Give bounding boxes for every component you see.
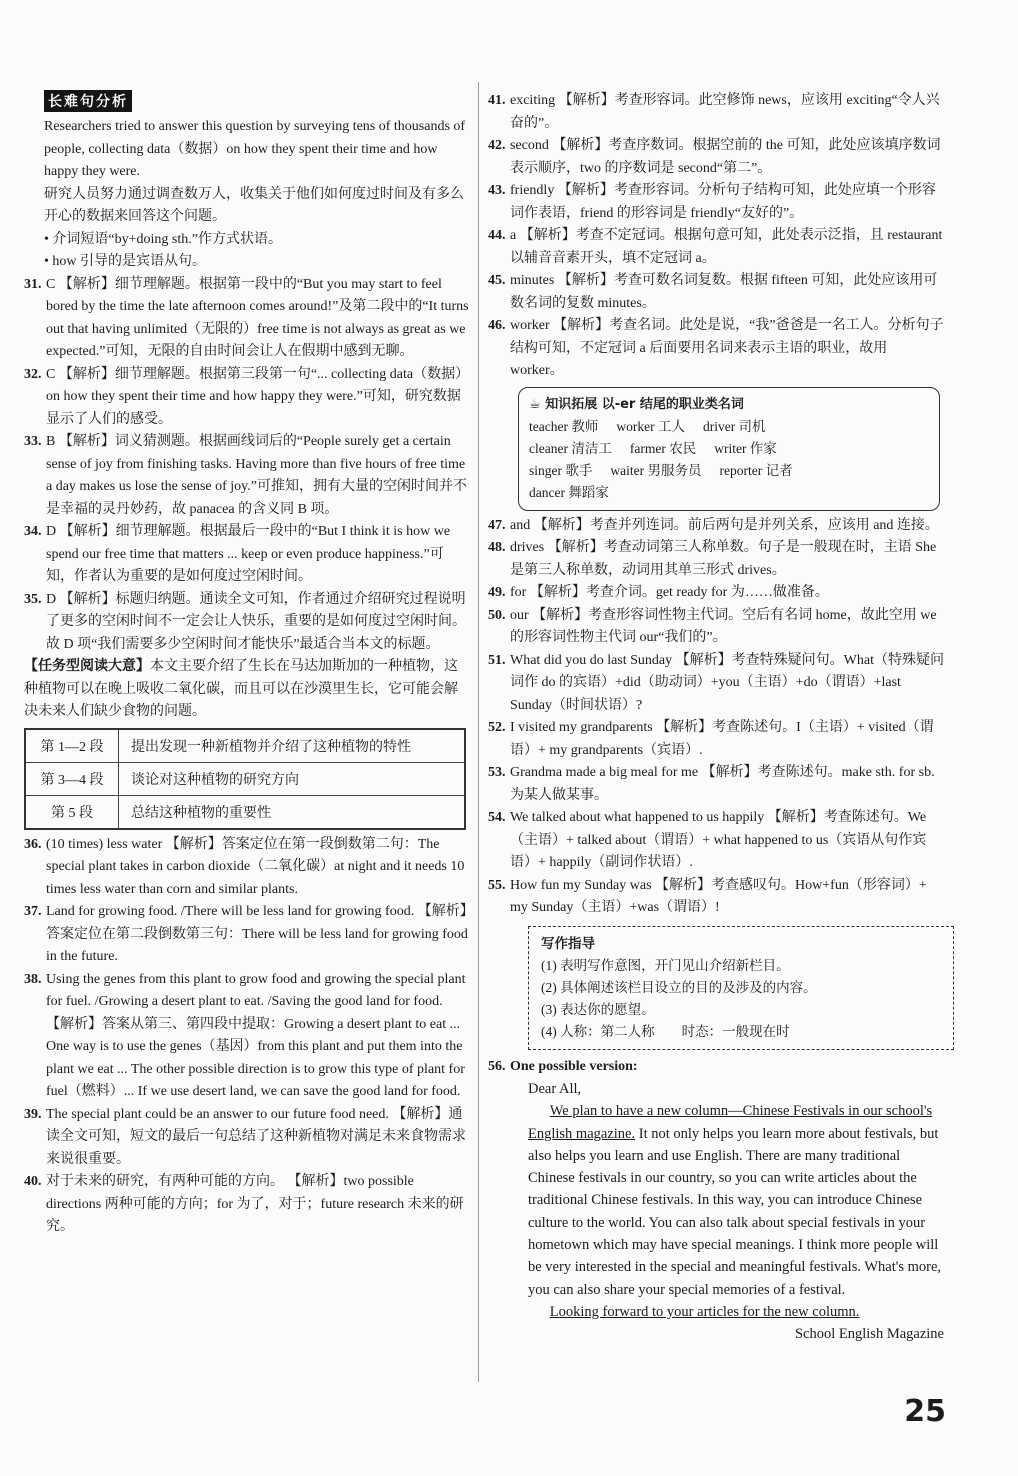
answer-item: 31. C 【解析】细节理解题。根据第一段中的“But you may start to feel bored by the time the late afternoon comes around!”及第二段中的“It turns out that having unlimited（无限的）free time is not always as great as we expected.”可知，无限的自由时间会让人在假期中感到无聊。 xyxy=(24,276,469,359)
answer-item: 35. D 【解析】标题归纳题。通读全文可知，作者通过介绍研究过程说明了更多的空闲时间不一定会让人快乐，重要的是如何度过空闲时间。故 D 项“我们需要多少空闲时间才能快乐”最适合当本文的标题。 xyxy=(24,591,466,652)
answer-item: 49. for 【解析】考查介词。get ready for 为……做准备。 xyxy=(488,585,829,600)
list-item: cleaner 清洁工 farmer 农民 writer 作家 xyxy=(529,440,777,456)
answer-list-3 xyxy=(488,90,944,383)
answer-item: 54. We talked about what happened to us happily 【解析】考查陈述句。We（主语）+ talked about（谓语）+ what happened to us（宾语从句作宾语）+ happily（副词作状语）. xyxy=(488,810,927,870)
answer-item: 36. (10 times) less water 【解析】答案定位在第一段倒数第二句：The special plant takes in carbon dioxide（二氧化碳）at night and it needs 10 times less water than corn and similar plants. xyxy=(24,836,465,897)
answer-item: 38. Using the genes from this plant to grow food and growing the special plant for fuel. /Growing a desert plant to eat. /Saving the good land for food. 【解析】答案从第三、第四段中提取：Growing a desert plant to eat ... One way is to use the genes（基因）from this plant and put them into the plant we eat ... The other possible direction is to grow this type of plant for fuel（燃料）... If we use desert land, we can save the good land for food. xyxy=(24,971,466,1099)
long-sentence-note: • how 引导的是宾语从句。 xyxy=(44,254,207,269)
writing-guide-box xyxy=(528,926,954,1050)
list-item: dancer 舞蹈家 xyxy=(529,484,609,500)
column-divider xyxy=(478,82,479,1382)
writing-guide-title: 写作指导 xyxy=(541,935,595,952)
answer-list-4 xyxy=(488,515,944,920)
answer-item: 46. worker 【解析】考查名词。此处是说，“我”爸爸是一名工人。分析句子结构可知，不定冠词 a 后面要用名词来表示主语的职业，故用 worker。 xyxy=(488,318,944,378)
answer-item: 44. a 【解析】考查不定冠词。根据句意可知，此处表示泛指，且 restaurant 以辅音音素开头，填不定冠词 a。 xyxy=(488,228,943,266)
answer-item: 50. our 【解析】考查形容词性物主代词。空后有名词 home，故此空用 we 的形容词性物主代词 our“我们的”。 xyxy=(488,607,937,645)
list-item: (1) 表明写作意图，开门见山介绍新栏目。 xyxy=(541,957,790,973)
answer-item: 34. D 【解析】细节理解题。根据最后一段中的“But I think it is how we spend our free time that matters ... keep or even produce happiness.”可知，作者认为重要的是如何度过空闲时间。 xyxy=(24,524,451,584)
essay-heading: 56. One possible version: xyxy=(488,1058,638,1074)
answer-item: 39. The special plant could be an answer to our future food need. 【解析】通读全文可知，短文的最后一句总结了这种新植物对满足未来食物需求来说很重要。 xyxy=(24,1106,466,1167)
answer-item: 32. C 【解析】细节理解题。根据第三段第一句“... collecting data（数据）on how they spent their time and how happy they were.”可知，研究数据显示了人们的感受。 xyxy=(24,366,470,427)
answer-list-2 xyxy=(24,834,470,1239)
answer-item: 55. How fun my Sunday was 【解析】考查感叹句。How+fun（形容词）+ my Sunday（主语）+was（谓语）! xyxy=(488,877,927,915)
coffee-cup-icon: ☕ xyxy=(529,396,541,412)
essay-signature: School English Magazine xyxy=(794,1326,944,1343)
answer-item: 43. friendly 【解析】考查形容词。分析句子结构可知，此处应填一个形容词作表语，friend 的形容词是 friendly“友好的”。 xyxy=(488,183,936,221)
paragraph-summary-table xyxy=(24,728,466,830)
answer-item: 37. Land for growing food. /There will be less land for growing food. 【解析】答案定位在第二段倒数第三句：There will be less land for growing food in the future. xyxy=(24,904,468,964)
essay-greeting: Dear All, xyxy=(528,1081,582,1097)
long-sentence-cn: 研究人员努力通过调查数万人，收集关于他们如何度过时间及有多么开心的数据来回答这个问题。 xyxy=(44,186,464,224)
answer-item: 53. Grandma made a big meal for me 【解析】考查陈述句。make sth. for sb. 为某人做某事。 xyxy=(488,765,935,803)
long-sentence-analysis xyxy=(24,116,470,274)
page-number: 25 xyxy=(904,1394,946,1429)
answer-item: 40. 对于未来的研究，有两种可能的方向。 【解析】two possible directions 两种可能的方向；for 为了，对于；future research 未来的研究。 xyxy=(24,1174,464,1234)
occupation-list xyxy=(529,416,929,504)
list-item: (4) 人称：第二人称 时态：一般现在时 xyxy=(541,1023,790,1039)
table-row: 第 3—4 段 谈论对这种植物的研究方向 xyxy=(25,762,465,795)
knowledge-extension-box xyxy=(518,387,940,511)
answer-item: 47. and 【解析】考查并列连词。前后两句是并列关系，应该用 and 连接。 xyxy=(488,517,939,533)
answer-item: 45. minutes 【解析】考查可数名词复数。根据 fifteen 可知，此处应该用可数名词的复数 minutes。 xyxy=(488,273,938,311)
answer-item: 51. What did you do last Sunday 【解析】考查特殊疑问句。What（特殊疑问词作 do 的宾语）+did（助动词）+you（主语）+do（谓语）+last Sunday（时间状语）? xyxy=(488,652,944,713)
answer-item: 41. exciting 【解析】考查形容词。此空修饰 news，应该用 exciting“令人兴奋的”。 xyxy=(488,93,940,131)
long-sentence-en: Researchers tried to answer this question by surveying tens of thousands of people, collecting data（数据）on how they spent their time and how happy they were. xyxy=(44,119,466,179)
answer-item: 48. drives 【解析】考查动词第三人称单数。句子是一般现在时，主语 She 是第三人称单数，动词用其单三形式 drives。 xyxy=(488,540,937,578)
long-sentence-note: • 介词短语“by+doing sth.”作方式状语。 xyxy=(44,231,282,247)
answer-list xyxy=(24,274,470,657)
left-column xyxy=(24,90,470,1239)
essay-closing: Looking forward to your articles for the new column. xyxy=(549,1303,860,1320)
list-item: (2) 具体阐述该栏目设立的目的及涉及的内容。 xyxy=(541,979,817,995)
answer-item: 42. second 【解析】考查序数词。根据空前的 the 可知，此处应该填序数词表示顺序，two 的序数词是 second“第二”。 xyxy=(488,138,941,176)
long-sentence-title: 长难句分析 xyxy=(44,90,132,112)
table-row: 第 1—2 段 提出发现一种新植物并介绍了这种植物的特性 xyxy=(25,729,465,763)
list-item: teacher 教师 worker 工人 driver 司机 xyxy=(529,418,766,434)
table-row: 第 5 段 总结这种植物的重要性 xyxy=(25,795,465,829)
task-reading-summary: 【任务型阅读大意】本文主要介绍了生长在马达加斯加的一种植物，这种植物可以在晚上吸收二氧化碳，而且可以在沙漠里生长，它可能会解决未来人们缺少食物的问题。 xyxy=(24,659,458,719)
right-column xyxy=(488,90,944,1346)
sample-essay xyxy=(488,1078,944,1346)
list-item: singer 歌手 waiter 男服务员 reporter 记者 xyxy=(529,462,793,478)
answer-item: 52. I visited my grandparents 【解析】考查陈述句。I（主语）+ visited（谓语）+ my grandparents（宾语）. xyxy=(488,720,934,758)
list-item: (3) 表达你的愿望。 xyxy=(541,1001,655,1017)
essay-body: We plan to have a new column—Chinese Festivals in our school's English magazine. It not only helps you learn more about festivals, but also helps you learn and use English. There are many traditional Chinese festivals in our country, so you can write articles about the traditional Chinese festivals. In this way, you can introduce Chinese culture to the world. You can also talk about special festivals in your hometown which may have special meanings. I think more people will be very interested in the special and meaningful festivals. What's more, you can also share your special memories of a festival. xyxy=(528,1103,942,1298)
knowledge-extension-title: ☕ 知识拓展 以-er 结尾的职业类名词 xyxy=(529,396,744,412)
answer-item: 33. B 【解析】词义猜测题。根据画线词后的“People surely get a certain sense of joy from finishing tasks. Having more than five hours of free time a day makes us lose the sense of joy.”可推知，拥有大量的空闲时间并不是幸福的灵丹妙药，故 panacea 的含义同 B 项。 xyxy=(24,434,467,517)
